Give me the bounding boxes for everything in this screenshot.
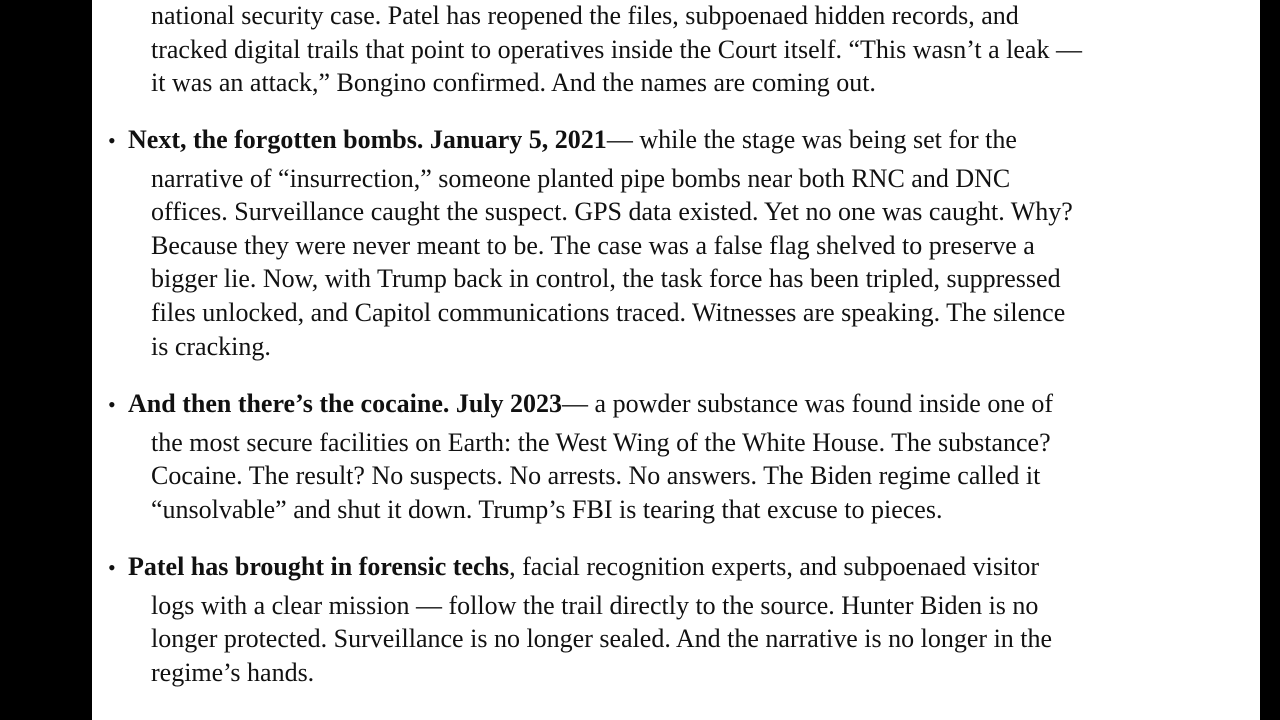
- text-line: the most secure facilities on Earth: the West Wing of the White House. The substance?: [151, 427, 1051, 457]
- text-line: logs with a clear mission — follow the trail directly to the source. Hunter Biden is no: [151, 590, 1039, 620]
- text-line: bigger lie. Now, with Trump back in control, the task force has been tripled, suppressed: [151, 264, 1061, 294]
- text-line: offices. Surveillance caught the suspect. GPS data existed. Yet no one was caught. Why?: [151, 197, 1073, 227]
- bullet-item-forensics: [108, 550, 1188, 689]
- text-line: narrative of “insurrection,” someone planted pipe bombs near both RNC and DNC: [151, 163, 1011, 193]
- text-line: files unlocked, and Capitol communications traced. Witnesses are speaking. The silence: [151, 297, 1066, 327]
- bullet-lead-rest: — a powder substance was found inside one of: [562, 389, 1054, 418]
- bullet-item-cocaine: [108, 387, 1188, 526]
- text-line: regime’s hands.: [151, 657, 315, 687]
- text-line: “unsolvable” and shut it down. Trump’s FBI is tearing that excuse to pieces.: [151, 494, 943, 524]
- continuation-paragraph: [151, 0, 1231, 100]
- bullet-lead-rest: , facial recognition experts, and subpoenaed visitor: [509, 552, 1040, 581]
- text-line: Because they were never meant to be. The case was a false flag shelved to preserve a: [151, 230, 1035, 260]
- text-line: tracked digital trails that point to operatives inside the Court itself. “This wasn’t a leak —: [151, 34, 1082, 64]
- bullet-icon: •: [108, 555, 116, 580]
- bullet-icon: •: [108, 392, 116, 417]
- bullet-lead-rest: — while the stage was being set for the: [606, 125, 1017, 154]
- text-line: national security case. Patel has reopened the files, subpoenaed hidden records, and: [151, 1, 1019, 30]
- bullet-lead-bold: And then there’s the cocaine. July 2023: [128, 389, 563, 418]
- text-line: is cracking.: [151, 331, 271, 361]
- text-line: Cocaine. The result? No suspects. No arrests. No answers. The Biden regime called it: [151, 461, 1041, 491]
- bullet-lead-bold: Patel has brought in forensic techs: [128, 552, 510, 581]
- document-page: [92, 0, 1260, 720]
- text-line: longer protected. Surveillance is no longer sealed. And the narrative is no longer in the: [151, 624, 1053, 654]
- bullet-lead-bold: Next, the forgotten bombs. January 5, 2021: [128, 125, 607, 154]
- bullet-icon: •: [108, 128, 116, 153]
- bullet-item-bombs: [108, 123, 1188, 363]
- text-line: it was an attack,” Bongino confirmed. And the names are coming out.: [151, 68, 876, 98]
